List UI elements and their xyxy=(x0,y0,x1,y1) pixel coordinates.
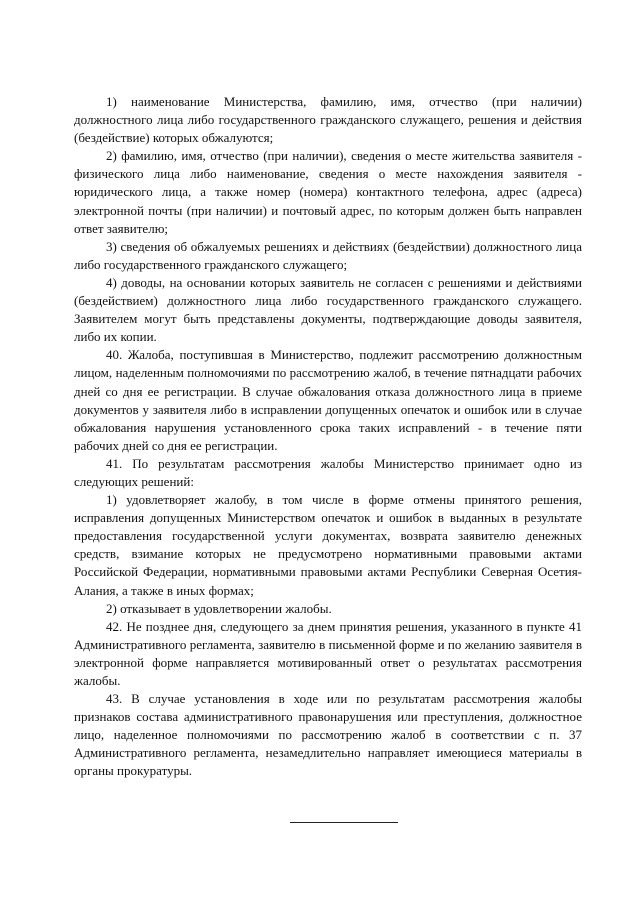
paragraph-clause-43: 43. В случае установления в ходе или по результатам рассмотрения жалобы признаков состава административного правонарушения или преступления, должностное лицо, наделенное полномочиями по рассмотрению жалоб в соответствии с п. 37 Административного регламента, незамедлительно направляет имеющиеся материалы в органы прокуратуры. xyxy=(74,691,582,779)
paragraph-clause-40: 40. Жалоба, поступившая в Министерство, подлежит рассмотрению должностным лицом, наделенным полномочиями по рассмотрению жалоб, в течение пятнадцати рабочих дней со дня ее регистрации. В случае обжалования отказа должностного лица в приеме документов у заявителя либо в исправлении допущенных опечаток и ошибок или в случае обжалования нарушения установленного срока таких исправлений - в течение пяти рабочих дней со дня ее регистрации. xyxy=(74,347,582,453)
paragraph-item-2: 2) фамилию, имя, отчество (при наличии), сведения о месте жительства заявителя - физического лица либо наименование, сведения о месте нахождения заявителя - юридического лица, а также номер (номера) контактного телефона, адрес (адреса) электронной почты (при наличии) и почтовый адрес, по которым должен быть направлен ответ заявителю; xyxy=(74,148,582,236)
paragraph-clause-41: 41. По результатам рассмотрения жалобы Министерство принимает одно из следующих решений: xyxy=(74,455,582,489)
paragraph-item-3: 3) сведения об обжалуемых решениях и действиях (бездействии) должностного лица либо государственного гражданского служащего; xyxy=(74,238,582,272)
paragraph-item-1: 1) наименование Министерства, фамилию, имя, отчество (при наличии) должностного лица либо государственного гражданского служащего, решения и действия (бездействие) которых обжалуются; xyxy=(74,94,582,146)
end-separator-line xyxy=(290,822,398,823)
paragraph-item-4: 4) доводы, на основании которых заявитель не согласен с решениями и действиями (бездействием) должностного лица либо государственного гражданского служащего. Заявителем могут быть представлены документы, подтверждающие доводы заявителя, либо их копии. xyxy=(74,274,582,345)
paragraph-decision-2: 2) отказывает в удовлетворении жалобы. xyxy=(106,600,332,616)
paragraph-clause-42: 42. Не позднее дня, следующего за днем принятия решения, указанного в пункте 41 Административного регламента, заявителю в письменной форме и по желанию заявителя в электронной форме направляется мотивированный ответ о результатах рассмотрения жалобы. xyxy=(74,618,582,688)
document-body xyxy=(74,93,582,781)
paragraph-decision-1: 1) удовлетворяет жалобу, в том числе в форме отмены принятого решения, исправления допущенных Министерством опечаток и ошибок в выданных в результате предоставления государственной услуги документах, возврата заявителю денежных средств, взимание которых не предусмотрено нормативными правовыми актами Российской Федерации, нормативными правовыми актами Республики Северная Осетия-Алания, а также в иных формах; xyxy=(74,492,582,598)
